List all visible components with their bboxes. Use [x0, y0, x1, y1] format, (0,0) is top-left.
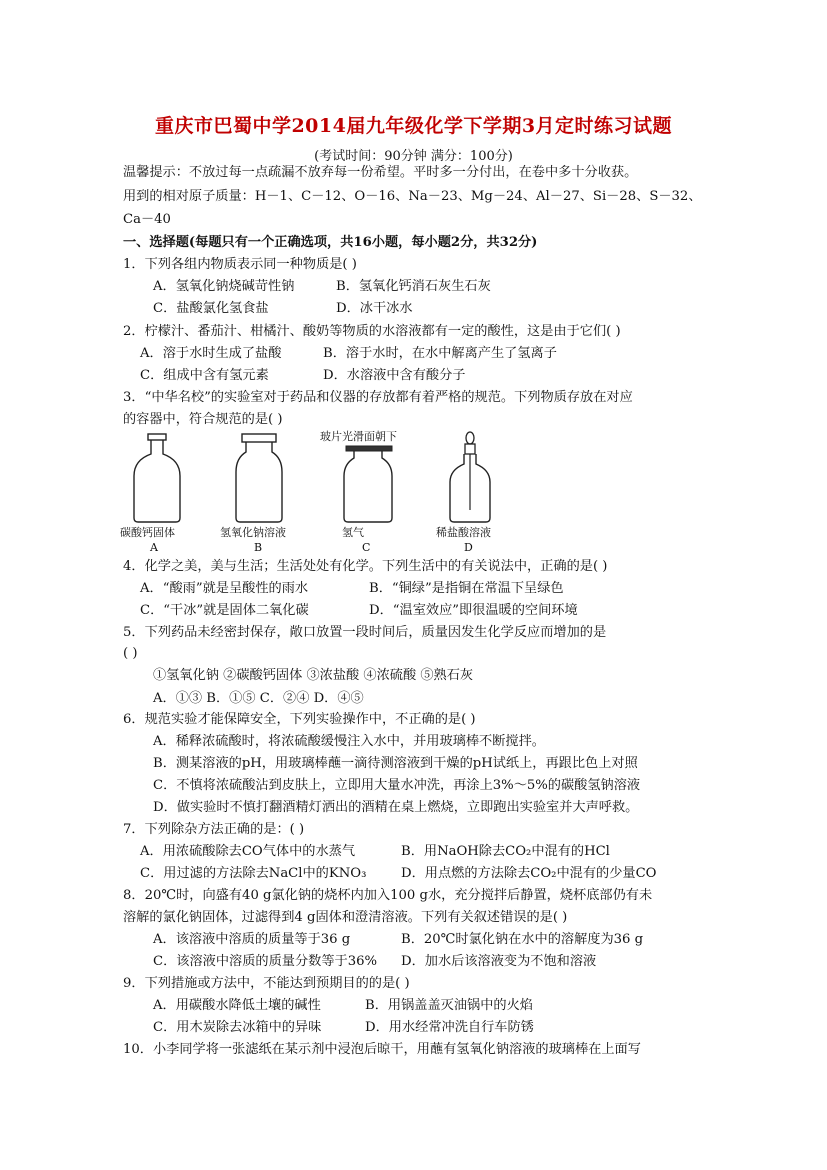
option-7a: A．用浓硫酸除去CO气体中的水蒸气	[140, 844, 356, 859]
option-8c: C．该溶液中溶质的质量分数等于36%	[153, 954, 378, 969]
option-6b: B．测某溶液的pH，用玻璃棒蘸一滴待测溶液到干燥的pH试纸上，再跟比色上对照	[153, 756, 638, 771]
option-8b: B．20℃时氯化钠在水中的溶解度为36 g	[401, 932, 644, 947]
atomic-mass-line-2: Ca－40	[123, 212, 171, 227]
option-7b: B．用NaOH除去CO₂中混有的HCl	[401, 844, 610, 859]
option-6d: D．做实验时不慎打翻酒精灯洒出的酒精在桌上燃烧，立即跑出实验室并大声呼救。	[153, 800, 639, 815]
option-9c: C．用木炭除去冰箱中的异味	[153, 1020, 322, 1035]
bottle-figures	[120, 428, 520, 556]
option-1a: A．氢氧化钠烧碱苛性钠	[153, 279, 295, 294]
option-1b: B．氢氧化钙消石灰生石灰	[336, 279, 491, 294]
figure-a	[120, 428, 220, 556]
option-2a: A．溶于水时生成了盐酸	[140, 346, 282, 361]
option-6c: C．不慎将浓硫酸沾到皮肤上，立即用大量水冲洗，再涂上3%～5%的碳酸氢钠溶液	[153, 778, 641, 793]
option-2c: C．组成中含有氢元素	[140, 368, 269, 383]
question-8-line-2: 溶解的氯化钠固体，过滤得到4 g固体和澄清溶液。下列有关叙述错误的是( )	[123, 910, 568, 925]
option-8d: D．加水后该溶液变为不饱和溶液	[401, 954, 597, 969]
question-4: 4．化学之美，美与生活；生活处处有化学。下列生活中的有关说法中，正确的是( )	[123, 559, 608, 574]
option-9a: A．用碳酸水降低土壤的碱性	[153, 998, 321, 1013]
figure-c-label: 氢气	[342, 526, 364, 539]
question-5-line-2: ( )	[123, 646, 138, 661]
figure-b	[220, 428, 320, 556]
atomic-mass-line-1: 用到的相对原子质量：H－1、C－12、O－16、Na－23、Mg－24、Al－27、Si－28、S－32、	[123, 189, 702, 204]
figure-a-letter: A	[150, 541, 158, 554]
question-1: 1．下列各组内物质表示同一种物质是( )	[123, 257, 357, 272]
figure-b-label: 氢氧化钠溶液	[220, 526, 286, 539]
option-2b: B．溶于水时，在水中解离产生了氢离子	[323, 346, 557, 361]
tip-text: 温馨提示：不放过每一点疏漏不放弃每一份希望。平时多一分付出，在卷中多十分收获。	[123, 165, 638, 180]
question-3-line-2: 的容器中，符合规范的是( )	[123, 412, 283, 427]
option-4b: B．“铜绿”是指铜在常温下呈绿色	[369, 581, 564, 596]
option-1c: C．盐酸氯化氢食盐	[153, 301, 269, 316]
figure-a-label: 碳酸钙固体	[120, 526, 175, 539]
option-9b: B．用锅盖盖灭油锅中的火焰	[365, 998, 533, 1013]
figure-b-letter: B	[254, 541, 263, 554]
option-4a: A．“酸雨”就是呈酸性的雨水	[140, 581, 309, 596]
figure-c-letter: C	[362, 541, 371, 554]
question-2: 2．柠檬汁、番茄汁、柑橘汁、酸奶等物质的水溶液都有一定的酸性，这是由于它们( )	[123, 324, 621, 339]
option-7c: C．用过滤的方法除去NaCl中的KNO₃	[140, 866, 367, 881]
section-heading: 一、选择题(每题只有一个正确选项，共16小题，每小题2分，共32分)	[123, 235, 538, 250]
figure-note: 玻片光滑面朝下	[320, 430, 397, 443]
question-6: 6．规范实验才能保障安全，下列实验操作中，不正确的是( )	[123, 712, 476, 727]
question-9: 9．下列措施或方法中，不能达到预期目的的是( )	[123, 976, 410, 991]
option-2d: D．水溶液中含有酸分子	[323, 368, 466, 383]
question-5-items: ①氢氧化钠 ②碳酸钙固体 ③浓盐酸 ④浓硫酸 ⑤熟石灰	[153, 668, 474, 683]
question-10: 10．小李同学将一张滤纸在某示剂中浸泡后晾干，用蘸有氢氧化钠溶液的玻璃棒在上面写	[123, 1042, 641, 1057]
figure-d-letter: D	[464, 541, 473, 554]
figure-c	[328, 428, 428, 556]
page-title: 重庆市巴蜀中学2014届九年级化学下学期3月定时练习试题	[154, 115, 673, 137]
question-5-line-1: 5．下列药品未经密封保存，敞口放置一段时间后，质量因发生化学反应而增加的是	[123, 625, 607, 640]
option-1d: D．冰干冰水	[336, 301, 413, 316]
option-4d: D．“温室效应”即很温暖的空间环境	[369, 603, 578, 618]
option-9d: D．用水经常冲洗自行车防锈	[365, 1020, 534, 1035]
question-7: 7．下列除杂方法正确的是：( )	[123, 822, 305, 837]
figure-d-label: 稀盐酸溶液	[436, 526, 491, 539]
option-4c: C．“干冰”就是固体二氧化碳	[140, 603, 309, 618]
question-3-line-1: 3．“中华名校”的实验室对于药品和仪器的存放都有着严格的规范。下列物质存放在对应	[123, 390, 633, 405]
figure-d	[430, 428, 530, 556]
option-8a: A．该溶液中溶质的质量等于36 g	[153, 932, 351, 947]
option-6a: A．稀释浓硫酸时，将浓硫酸缓慢注入水中，并用玻璃棒不断搅拌。	[153, 734, 545, 749]
option-7d: D．用点燃的方法除去CO₂中混有的少量CO	[401, 866, 657, 881]
question-8-line-1: 8．20℃时，向盛有40 g氯化钠的烧杯内加入100 g水，充分搅拌后静置，烧杯底部仍有未	[123, 888, 653, 903]
question-5-options: A．①③ B．①⑤ C．②④ D．④⑤	[153, 691, 364, 706]
exam-info: (考试时间：90分钟 满分：100分)	[314, 149, 513, 164]
